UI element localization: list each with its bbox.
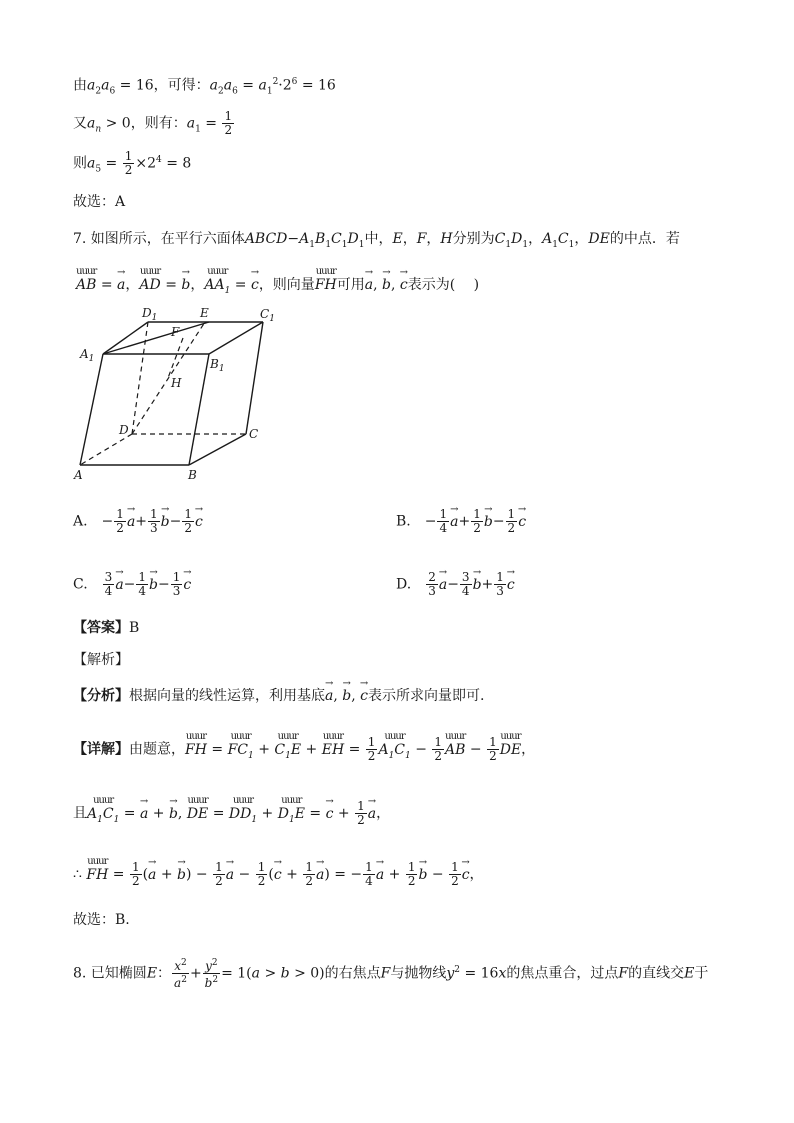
q6-line3: 则$a_5$ = $\frac{1}{2}$ $\times 2^4 = 8$ xyxy=(73,149,192,178)
q7-stem-line2: uuur AB = → a，uuur AD = → b，uuur $AA_1$ = → c，则向量uuur FH可用→ a, → b, → c表示为( ) xyxy=(76,275,479,301)
label-D: D xyxy=(119,423,129,437)
q6-line2: 又$a_n > 0$，则有：$a_1$ = $\frac{1}{2}$ xyxy=(73,109,233,137)
q7-option-a: A. − $\frac{1}{2}$ → a+ $\frac{1}{3}$ → b− $\frac{1}{2}$ → c xyxy=(73,508,203,535)
fenxi-tag: 【分析】 xyxy=(73,688,129,704)
label-F: F xyxy=(171,325,180,339)
q7-option-d: D. $\frac{2}{3}$ → a− $\frac{3}{4}$ → b+ $\frac{1}{3}$ → c xyxy=(396,571,515,598)
xiangjie-tag: 【详解】 xyxy=(73,741,129,758)
label-C1: $C_1$ xyxy=(260,307,275,324)
q6-line1: 由$a_2a_6 = 16$，可得：$a_2a_6 = a_1^2\cdot 2^6 = 16$ xyxy=(73,77,336,97)
q8-stem-line1: 8. 已知椭圆E： $\frac{x^2}{a^2}$ + $\frac{y^2}{b^2}$ = 1(a > b > 0)的右焦点F与抛物线$y^2 = 16x$的焦点重合，过点F的直线交E于 xyxy=(73,958,709,990)
label-C: C xyxy=(249,427,259,441)
q7-step3: ∴ uuur FH = $\frac{1}{2}$ (→ a + → b) − $\frac{1}{2}$ → a − $\frac{1}{2}$ (→ c + $\frac{1}{2}$ → a) = − $\frac{1}{4}$ → a + $\frac{1}{2}$ → b − $\frac{1}{2}$ → c， xyxy=(73,861,484,888)
label-A: A xyxy=(74,468,83,482)
q7-xiangjie: 【详解】由题意，uuur FH = uuur $FC_1$ + uuur $C_1E$ + uuur EH = $\frac{1}{2}$ uuur $A_1C_1$ − $\frac{1}{2}$ uuur AB − $\frac{1}{2}$ uuur DE， xyxy=(73,736,535,765)
label-H: H xyxy=(171,376,182,390)
answer-tag: 【答案】 xyxy=(73,620,129,636)
parallelepiped-figure xyxy=(72,302,282,482)
q6-answer: 故选：A xyxy=(73,194,126,210)
label-B: B xyxy=(188,468,197,482)
q7-option-c: C. $\frac{3}{4}$ → a− $\frac{1}{4}$ → b− $\frac{1}{3}$ → c xyxy=(73,571,191,598)
label-B1: $B_1$ xyxy=(210,357,225,374)
q7-option-b: B. − $\frac{1}{4}$ → a+ $\frac{1}{2}$ → b− $\frac{1}{2}$ → c xyxy=(396,508,526,535)
answer-value: B xyxy=(129,620,140,636)
label-A1: $A_1$ xyxy=(80,347,95,364)
q7-conclusion: 故选：B. xyxy=(73,912,130,928)
label-D1: $D_1$ xyxy=(142,306,158,323)
q7-stem-line1: 7. 如图所示，在平行六面体$ABCD-A_1B_1C_1D_1$中，E，F，H分别为$C_1D_1$，$A_1C_1$，DE的中点．若 xyxy=(73,231,680,250)
q7-analysis-tag: 【解析】 xyxy=(73,652,129,668)
q7-step2: 且uuur $A_1C_1$ = → a + → b, uuur DE = uuur $DD_1$ + uuur $D_1E$ = → c + $\frac{1}{2}$ → a， xyxy=(73,800,390,829)
label-E: E xyxy=(200,306,209,320)
q7-fenxi: 【分析】根据向量的线性运算，利用基底→ a, → b, → c表示所求向量即可. xyxy=(73,686,484,706)
q7-answer xyxy=(73,618,139,638)
